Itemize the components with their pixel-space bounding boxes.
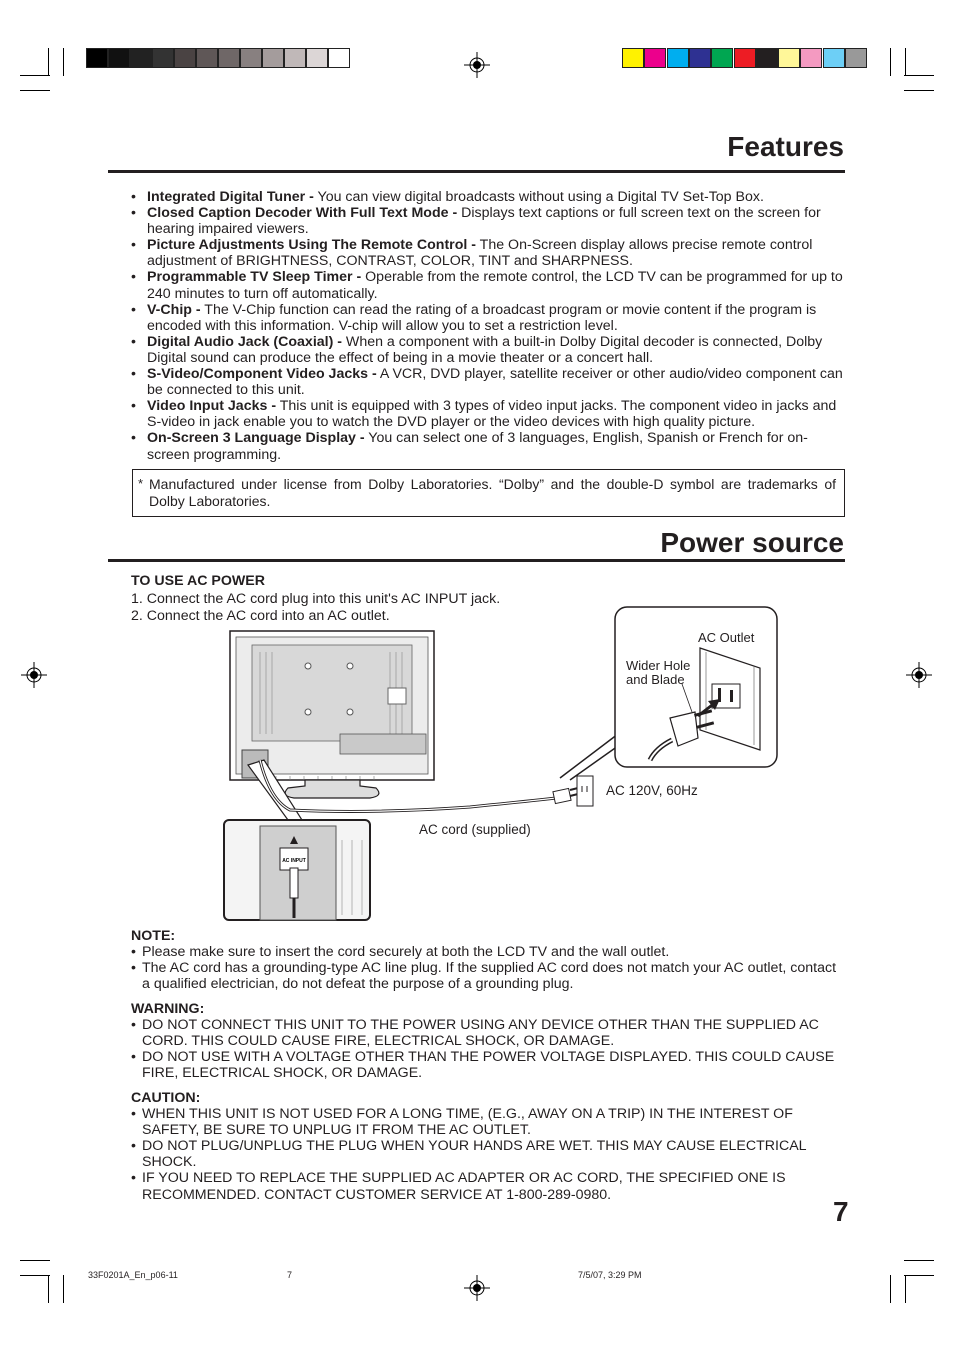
dolby-trademark-box: * Manufactured under license from Dolby Laboratories. “Dolby” and the double-D symbol are trademarks of Dolby Laboratories. bbox=[132, 469, 845, 517]
caution-section bbox=[131, 1090, 847, 1203]
gray-swatch bbox=[86, 48, 108, 68]
caution-item: • WHEN THIS UNIT IS NOT USED FOR A LONG TIME, (E.G., AWAY ON A TRIP) IN THE INTEREST OF SAFETY, BE SURE TO UNPLUG IT FROM THE AC OUTLET. bbox=[131, 1106, 847, 1138]
color-swatch bbox=[644, 48, 666, 68]
color-swatch bbox=[622, 48, 644, 68]
power-source-title: Power source bbox=[660, 527, 844, 558]
ac-input-closeup bbox=[224, 820, 370, 920]
registration-target-icon bbox=[21, 662, 47, 688]
footer-filename: 33F0201A_En_p06-11 bbox=[88, 1270, 178, 1280]
gray-swatch bbox=[306, 48, 328, 68]
features-title: Features bbox=[727, 131, 844, 162]
feature-item: • Video Input Jacks - This unit is equipped with 3 types of video input jacks. The component video in jacks and S-video in jack enable you to watch the DVD player or the video devices with high quality picture. bbox=[131, 398, 847, 430]
warning-item: • DO NOT USE WITH A VOLTAGE OTHER THAN THE POWER VOLTAGE DISPLAYED. THIS COULD CAUSE FIRE, ELECTRICAL SHOCK, OR DAMAGE. bbox=[131, 1049, 847, 1081]
feature-item: • Closed Caption Decoder With Full Text Mode - Displays text captions or full screen text on the screen for hearing impaired viewers. bbox=[131, 205, 847, 237]
caution-item: • DO NOT PLUG/UNPLUG THE PLUG WHEN YOUR HANDS ARE WET. THIS MAY CAUSE ELECTRICAL SHOCK. bbox=[131, 1138, 847, 1170]
caution-item: • IF YOU NEED TO REPLACE THE SUPPLIED AC ADAPTER OR AC CORD, THE SPECIFIED ONE IS RECOMMENDED. CONTACT CUSTOMER SERVICE AT 1-800-289-0980. bbox=[131, 1170, 847, 1202]
registration-target-icon bbox=[464, 1275, 490, 1301]
dolby-note: Manufactured under license from Dolby Laboratories. “Dolby” and the double-D symbol are trademarks of Dolby Laboratories. bbox=[149, 476, 836, 509]
warning-item: • DO NOT CONNECT THIS UNIT TO THE POWER USING ANY DEVICE OTHER THAN THE SUPPLIED AC CORD. THIS COULD CAUSE FIRE, ELECTRICAL SHOCK, OR DAMAGE. bbox=[131, 1017, 847, 1049]
gray-swatch bbox=[284, 48, 306, 68]
color-swatch bbox=[689, 48, 711, 68]
features-list bbox=[131, 189, 847, 463]
caution-heading: CAUTION: bbox=[131, 1090, 201, 1106]
features-rule bbox=[108, 170, 845, 173]
color-swatch bbox=[756, 48, 778, 68]
feature-item: • Picture Adjustments Using The Remote Control - The On-Screen display allows precise remote control adjustment of BRIGHTNESS, CONTRAST, COLOR, TINT and SHARPNESS. bbox=[131, 237, 847, 269]
color-swatch bbox=[711, 48, 733, 68]
ac-cord-label: AC cord (supplied) bbox=[419, 822, 531, 837]
registration-target-icon bbox=[906, 662, 932, 688]
feature-item: • V-Chip - The V-Chip function can read the rating of a broadcast program or movie content if the program is encoded with this information. V-chip will allow you to set a restriction level. bbox=[131, 302, 847, 334]
power-source-rule bbox=[108, 559, 845, 562]
gray-swatch bbox=[240, 48, 262, 68]
ac-input-label: AC INPUT bbox=[282, 858, 306, 864]
gray-swatch bbox=[152, 48, 174, 68]
note-item: • Please make sure to insert the cord securely at both the LCD TV and the wall outlet. bbox=[131, 944, 847, 960]
note-heading: NOTE: bbox=[131, 928, 176, 944]
feature-item: • S-Video/Component Video Jacks - A VCR, DVD player, satellite receiver or other audio/video component can be connected to this unit. bbox=[131, 366, 847, 398]
color-swatch bbox=[823, 48, 845, 68]
and-blade-label: and Blade bbox=[626, 672, 685, 687]
warning-heading: WARNING: bbox=[131, 1001, 205, 1017]
feature-item: • Integrated Digital Tuner - You can view digital broadcasts without using a Digital TV Set-Top Box. bbox=[131, 189, 847, 205]
color-swatch bbox=[845, 48, 867, 68]
feature-item: • Digital Audio Jack (Coaxial) - When a component with a built-in Dolby Digital decoder is connected, Dolby Digital sound can produce the effect of being in a movie theater or a concert hall. bbox=[131, 334, 847, 366]
registration-target-icon bbox=[464, 52, 490, 78]
warning-section bbox=[131, 1001, 847, 1081]
gray-swatch bbox=[328, 48, 350, 68]
footer-page: 7 bbox=[287, 1270, 293, 1280]
ac-power-step: 1. Connect the AC cord plug into this unit's AC INPUT jack. bbox=[131, 590, 501, 607]
note-item: • The AC cord has a grounding-type AC line plug. If the supplied AC cord does not match your AC outlet, contact a qualified electrician, do not defeat the purpose of a grounding plug. bbox=[131, 960, 847, 992]
ac-voltage-label: AC 120V, 60Hz bbox=[606, 783, 698, 798]
gray-swatch bbox=[108, 48, 130, 68]
ac-connection-diagram bbox=[220, 600, 790, 925]
gray-swatch bbox=[174, 48, 196, 68]
color-swatch bbox=[734, 48, 756, 68]
ac-outlet-label: AC Outlet bbox=[698, 630, 755, 645]
feature-item: • Programmable TV Sleep Timer - Operable from the remote control, the LCD TV can be programmed for up to 240 minutes to turn off automatically. bbox=[131, 269, 847, 301]
ac-power-step: 2. Connect the AC cord into an AC outlet. bbox=[131, 608, 390, 624]
gray-swatch bbox=[218, 48, 240, 68]
page-number: 7 bbox=[833, 1196, 849, 1227]
color-swatch bbox=[667, 48, 689, 68]
wider-hole-label: Wider Hole bbox=[626, 658, 691, 673]
gray-swatch bbox=[196, 48, 218, 68]
ac-power-heading: TO USE AC POWER bbox=[131, 573, 266, 589]
color-swatch bbox=[800, 48, 822, 68]
color-swatch bbox=[778, 48, 800, 68]
footer-timestamp: 7/5/07, 3:29 PM bbox=[578, 1270, 642, 1280]
gray-swatch bbox=[262, 48, 284, 68]
gray-swatch bbox=[130, 48, 152, 68]
feature-item: • On-Screen 3 Language Display - You can select one of 3 languages, English, Spanish or French for on-screen programming. bbox=[131, 430, 847, 462]
note-section bbox=[131, 928, 847, 992]
